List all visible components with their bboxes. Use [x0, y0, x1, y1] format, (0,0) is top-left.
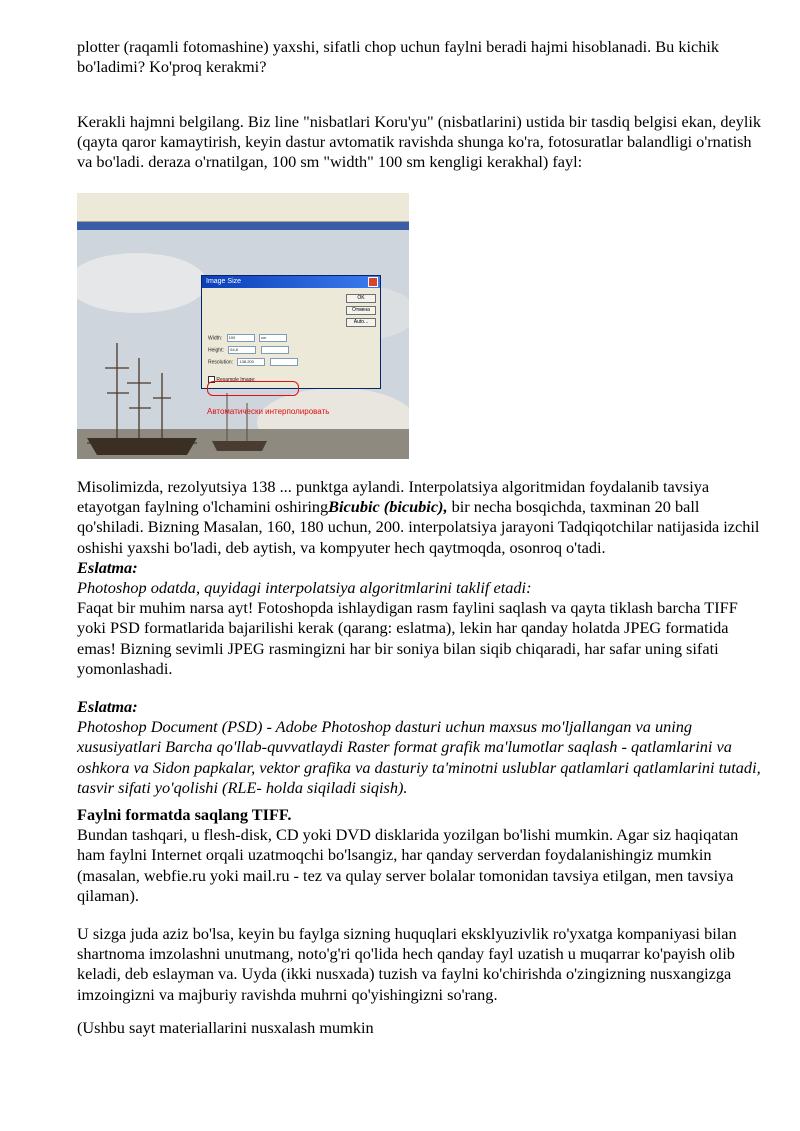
- photoshop-screenshot: [77, 193, 409, 459]
- resample-highlight: [207, 381, 299, 396]
- note-title-1: Eslatma:: [77, 557, 138, 577]
- resolution-text: Misolimizda, rezolyutsiya 138 ... punktga aylandi. Interpolatsiya algoritmidan foydalanib tavsiya etayotgan faylning o'lchamini oshiring: [77, 477, 710, 517]
- height-field[interactable]: [228, 346, 256, 354]
- cancel-button[interactable]: Отмена: [346, 306, 376, 315]
- note-text-2: Photoshop Document (PSD) - Adobe Photoshop dasturi uchun maxsus mo'ljallangan va uning xususiyatlari Barcha qo'llab-quvvatlaydi Raster format grafik ma'lumotlar saqlash - qatlamlarini va oshkora va Sidon papkalar, vektor grafika va dasturiy ta'minotni uslublar qatlamlari qatlamlarini tutadi, tasvir sifati yo'qolishi (RLE- holda siqiladi siqish).: [77, 717, 761, 797]
- paragraph-save-format: Faqat bir muhim narsa ayt! Fotoshopda ishlaydigan rasm faylini saqlash va qayta tiklash barcha TIFF yoki PSD formatlarida bajarilishi kerak (qarang: eslatma), lekin har qanday holatda JPEG formatida emas! Bizning sevimli JPEG rasmingizni har bir soniya bilan siqib chiqaradi, har safar uning sifati yomonlashadi.: [77, 598, 738, 678]
- hull: [87, 438, 197, 455]
- width-row: [208, 334, 287, 341]
- resample-label: Resample Image:: [216, 376, 256, 383]
- height-row: [208, 346, 289, 353]
- resolution-unit-select[interactable]: [270, 358, 298, 366]
- hull-right: [212, 441, 267, 451]
- paragraph-rights: U sizga juda aziz bo'lsa, keyin bu faylga sizning huquqlari eksklyuzivlik ro'yxatga kompaniyasi bilan shartnoma imzolashni unutmang, noto'g'ri qo'lida hech qanday fayl uzatish u muqarrar ko'payish olib keladi, deb eslayman va. Uyda (ikki nusxada) tuzish va faylni ko'chirishda o'zingizning nusxangizga imzoingizni va majburiy ravishda muhrni qo'yishingizni so'rang.: [77, 924, 737, 1004]
- paragraph-resolution: [77, 477, 767, 558]
- height-unit-select[interactable]: [261, 346, 289, 354]
- note-text-1: Photoshop odatda, quyidagi interpolatsiya algoritmlarini taklif etadi:: [77, 578, 532, 598]
- note-title-2: Eslatma:: [77, 697, 138, 716]
- tiff-heading: Faylni formatda saqlang TIFF.: [77, 805, 292, 824]
- auto-button[interactable]: Auto...: [346, 318, 376, 327]
- close-icon[interactable]: [368, 277, 378, 287]
- annotation-label: Автоматически интерполировать: [207, 407, 330, 416]
- resolution-label: Resolution:: [208, 359, 234, 366]
- section-interpolation: [77, 477, 767, 679]
- width-field[interactable]: [227, 334, 255, 342]
- paragraph-transfer: Bundan tashqari, u flesh-disk, CD yoki DVD disklarida yozilgan bo'lishi mumkin. Agar siz haqiqatan ham faylni Internet orqali uzatmoqchi bo'lsangiz, har qanday serverdan foydalanishingiz mumkin (masalan, webfie.ru yoki mail.ru - tez va qulay server bolalar tomonidan tavsiya etilgan, men tavsiya qilaman).: [77, 825, 739, 905]
- width-unit: cm: [260, 335, 267, 340]
- paragraph-intro: plotter (raqamli fotomashine) yaxshi, sifatli chop uchun faylni beradi hajmi hisoblanadi. Bu kichik bo'ladimi? Ko'proq kerakmi?: [77, 37, 720, 77]
- section-tiff: [77, 805, 767, 906]
- section-psd-note: [77, 697, 767, 798]
- resolution-text-cont: bir necha bosqichda, taxminan 20 ball qo'shiladi. Bizning Masalan, 160, 180 uchun, 200. interpolatsiya jarayoni Tadqiqotchilar natijasida izchil oshishi yaxshi bo'ladi, deb aytish, va kompyuter hech qaytmoqda, osonroq o'tadi.: [77, 497, 760, 557]
- bicubic-term: Bicubic (bicubic),: [328, 497, 448, 517]
- paragraph-copy-notice: (Ushbu sayt materiallarini nusxalash mumkin: [77, 1018, 374, 1037]
- dialog-title: Image Size: [202, 276, 380, 288]
- ok-button[interactable]: OK: [346, 294, 376, 303]
- resolution-field[interactable]: [237, 358, 265, 366]
- image-size-dialog: [201, 275, 381, 389]
- height-label: Height:: [208, 347, 224, 354]
- width-value: 100: [228, 335, 236, 340]
- width-unit-select[interactable]: [259, 334, 287, 342]
- resolution-value: 138,200: [239, 359, 254, 364]
- paragraph-set-size: Kerakli hajmni belgilang. Biz line "nisbatlari Koru'yu" (nisbatlarini) ustida bir tasdiq belgisi ekan, deylik (qayta qaror kamaytirish, keyin dastur avtomatik ravishda shunga ko'ra, fotosuratlar balandligi o'rnatish va bo'ladi. deraza o'rnatilgan, 100 sm "width" 100 sm kengligi kerakhal) fayl:: [77, 112, 762, 172]
- width-label: Width:: [208, 335, 223, 342]
- height-value: 64,6: [230, 347, 239, 352]
- resolution-row: [208, 358, 298, 365]
